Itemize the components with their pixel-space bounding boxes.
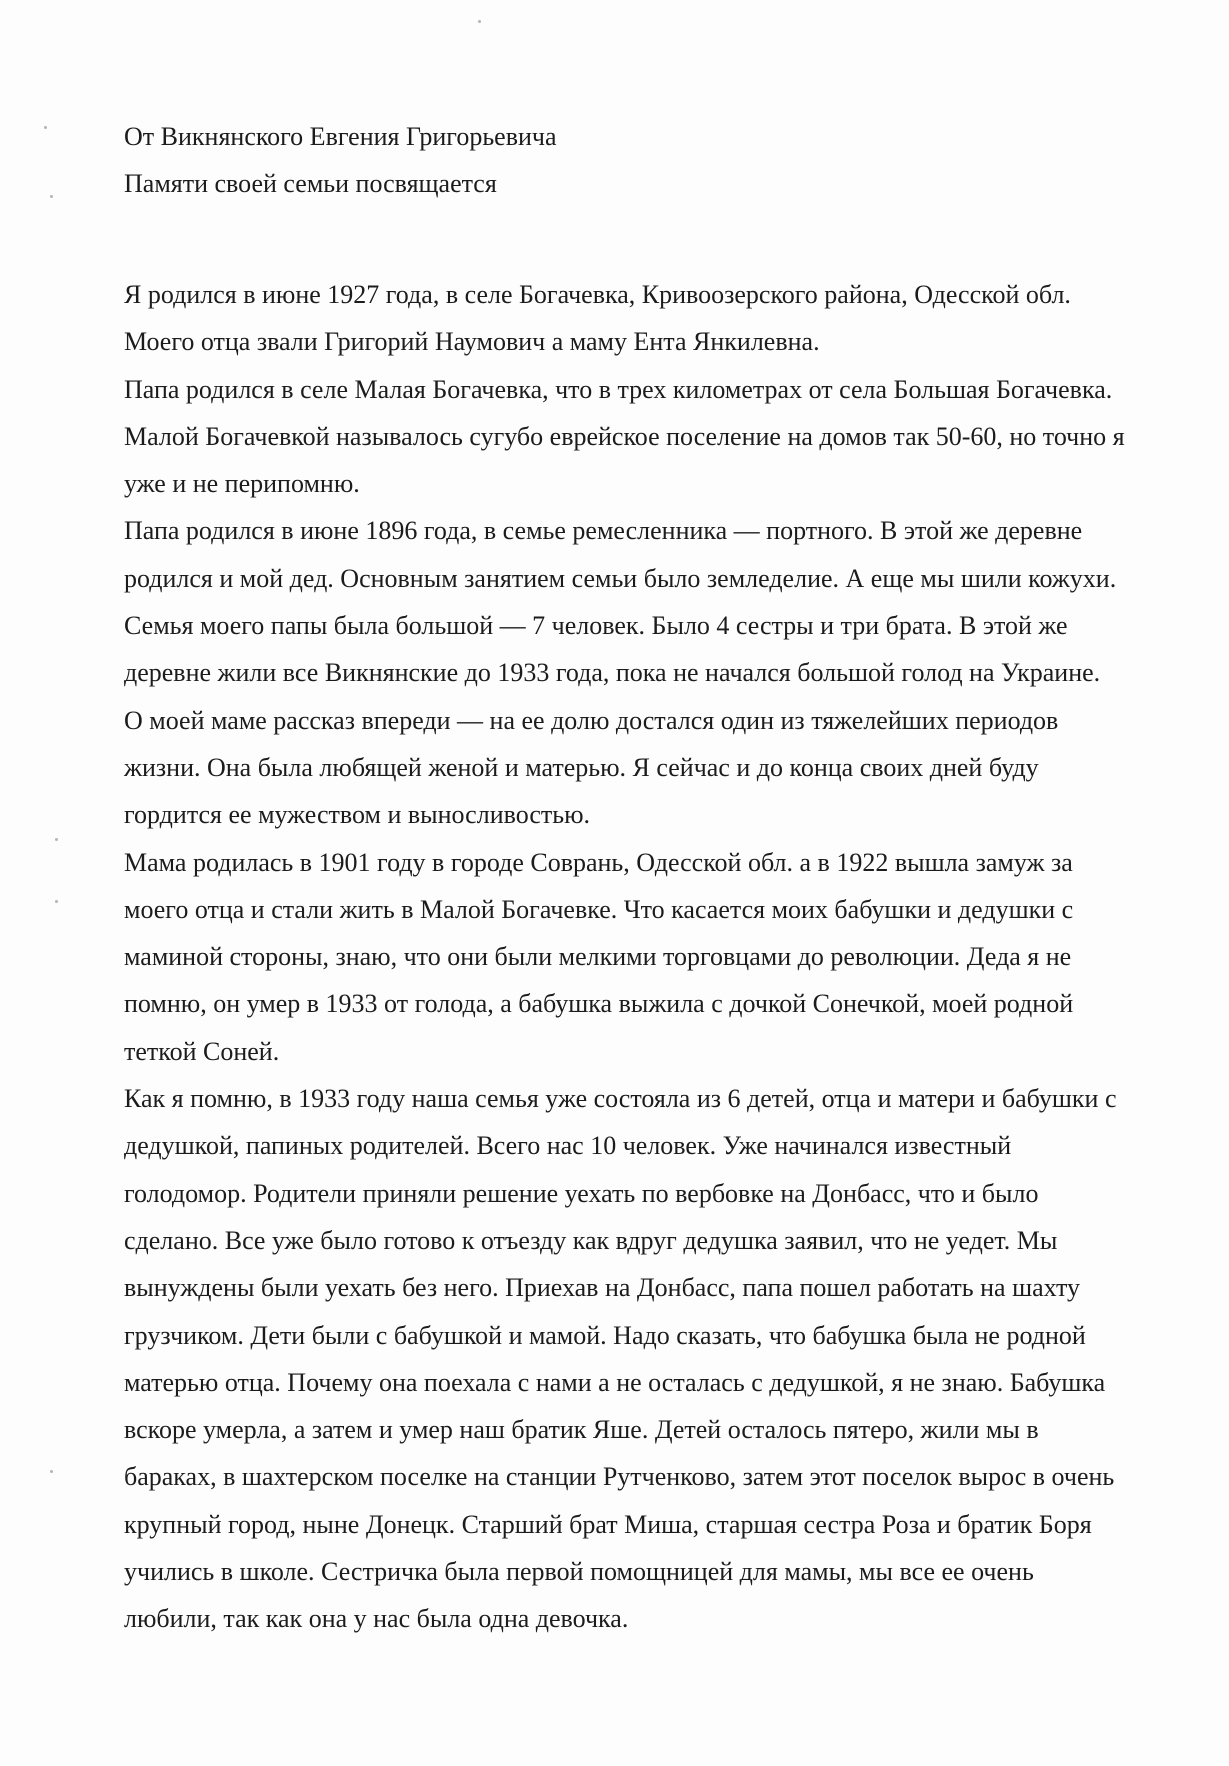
text-line: моего отца и стали жить в Малой Богачевке. Что касается моих бабушки и дедушки с: [124, 894, 1074, 924]
text-line: Папа родился в июне 1896 года, в семье ремесленника — портного. В этой же деревне: [124, 516, 1083, 546]
scan-speck: [50, 1470, 53, 1473]
text-line: любили, так как она у нас была одна девочка.: [124, 1604, 629, 1634]
text-line: гордится ее мужеством и выносливостью.: [124, 800, 591, 830]
text-line: деревне жили все Викнянские до 1933 года, пока не начался большой голод на Украине.: [124, 658, 1101, 688]
scan-speck: [50, 195, 53, 198]
text-line: голодомор. Родители приняли решение уехать по вербовке на Донбасс, что и было: [124, 1178, 1039, 1208]
text-line: теткой Соней.: [124, 1036, 280, 1066]
text-line: вскоре умерла, а затем и умер наш братик Яше. Детей осталось пятеро, жили мы в: [124, 1415, 1039, 1445]
text-line: бараках, в шахтерском поселке на станции Рутченково, затем этот поселок вырос в очень: [124, 1462, 1115, 1492]
text-line: матерью отца. Почему она поехала с нами а не осталась с дедушкой, я не знаю. Бабушка: [124, 1367, 1106, 1397]
text-line: Мама родилась в 1901 году в городе Соврань, Одесской обл. а в 1922 вышла замуж за: [124, 847, 1073, 877]
text-line: дедушкой, папиных родителей. Всего нас 10 человек. Уже начинался известный: [124, 1131, 1012, 1161]
text-line: родился и мой дед. Основным занятием семьи было земледелие. А еще мы шили кожухи.: [124, 563, 1117, 593]
text-line: Как я помню, в 1933 году наша семья уже состояла из 6 детей, отца и матери и бабушки с: [124, 1084, 1117, 1114]
text-line: Малой Богачевкой называлось сугубо еврейское поселение на домов так 50-60, но точно я: [124, 421, 1125, 451]
scan-speck: [478, 20, 481, 23]
letter-heading: [124, 113, 1184, 207]
dedication-line: Памяти своей семьи посвящается: [124, 169, 497, 198]
letter-text: [124, 113, 1184, 1643]
text-line: сделано. Все уже было готово к отъезду как вдруг дедушка заявил, что не уедет. Мы: [124, 1225, 1058, 1255]
scan-speck: [44, 126, 47, 129]
text-line: Я родился в июне 1927 года, в селе Богачевка, Кривоозерского района, Одесской обл.: [124, 280, 1071, 309]
text-line: уже и не перипомню.: [124, 469, 360, 499]
text-line: помню, он умер в 1933 от голода, а бабушка выжила с дочкой Сонечкой, моей родной: [124, 989, 1074, 1019]
scan-speck: [55, 900, 58, 903]
text-line: маминой стороны, знаю, что они были мелкими торговцами до революции. Деда я не: [124, 942, 1072, 972]
text-line: учились в школе. Сестричка была первой помощницей для мамы, мы все ее очень: [124, 1557, 1034, 1587]
scan-speck: [55, 838, 58, 841]
author-line: От Викнянского Евгения Григорьевича: [124, 122, 557, 151]
text-line: Папа родился в селе Малая Богачевка, что в трех километрах от села Большая Богачевка.: [124, 374, 1113, 404]
text-line: О моей маме рассказ впереди — на ее долю достался один из тяжелейших периодов: [124, 705, 1059, 735]
text-line: вынуждены были уехать без него. Приехав на Донбасс, папа пошел работать на шахту: [124, 1273, 1081, 1303]
text-line: грузчиком. Дети были с бабушкой и мамой. Надо сказать, что бабушка была не родной: [124, 1320, 1086, 1350]
heading-spacer: [124, 207, 1184, 271]
text-line: Семья моего папы была большой — 7 человек. Было 4 сестры и три брата. В этой же: [124, 611, 1068, 641]
text-line: Моего отца звали Григорий Наумович а маму Ента Янкилевна.: [124, 327, 820, 357]
text-line: жизни. Она была любящей женой и матерью. Я сейчас и до конца своих дней буду: [124, 752, 1039, 782]
text-line: крупный город, ныне Донецк. Старший брат Миша, старшая сестра Роза и братик Боря: [124, 1509, 1092, 1539]
letter-body: [124, 271, 1184, 1643]
